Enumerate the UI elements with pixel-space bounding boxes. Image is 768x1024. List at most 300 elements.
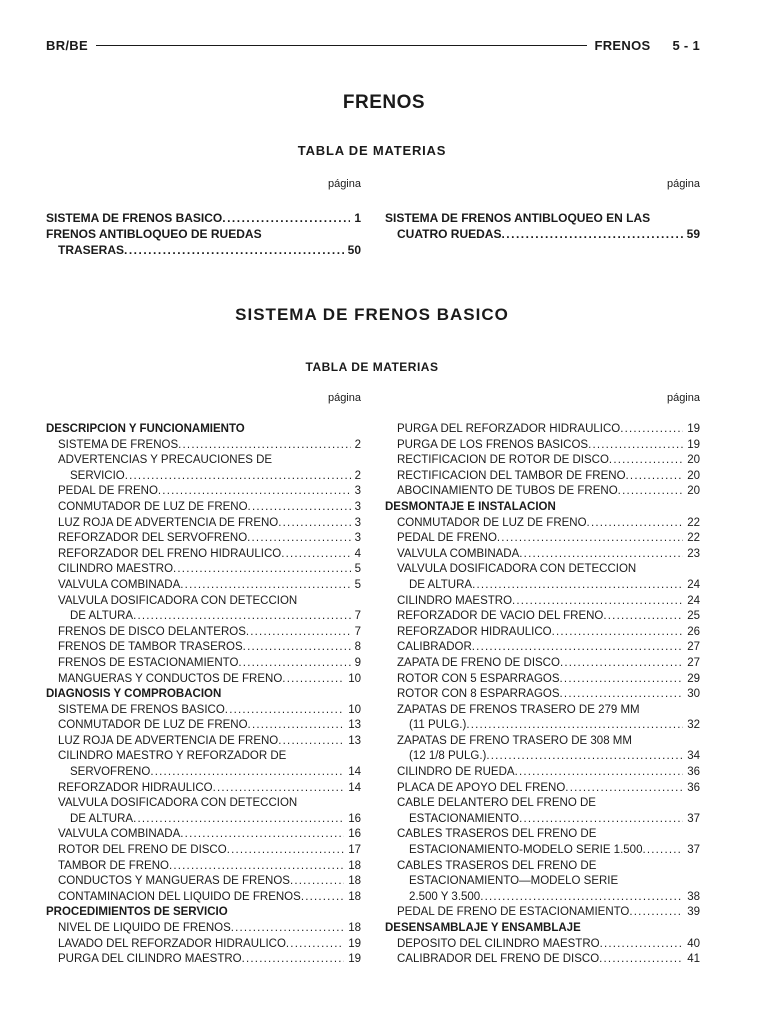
toc-entry-page: 3 (354, 532, 361, 545)
toc-entry-label: SISTEMA DE FRENOS (58, 438, 179, 451)
toc-entry-row (397, 625, 700, 641)
toc-entry-page: 24 (687, 578, 700, 591)
toc-entry (385, 422, 700, 438)
toc-entry-page: 9 (354, 656, 361, 669)
toc-leader-dots (278, 516, 350, 532)
toc-entry-page: 14 (348, 766, 361, 779)
toc-entry-label: FRENOS DE DISCO DELANTEROS (58, 625, 246, 638)
toc-entry (46, 625, 361, 641)
toc-leader-dots (609, 453, 683, 469)
toc-entry-label: DE ALTURA (409, 578, 473, 591)
toc-entry (385, 609, 700, 625)
toc-entry (385, 703, 700, 734)
toc-entry-page: 10 (348, 703, 361, 716)
toc-leader-dots (620, 422, 683, 438)
toc-leader-dots (246, 625, 351, 641)
toc-entry (385, 796, 700, 827)
toc-entry-page: 17 (348, 844, 361, 857)
toc-leader-dots (497, 531, 683, 547)
toc-entry-row (46, 210, 361, 226)
toc-leader-dots (169, 859, 344, 875)
toc-entry (46, 656, 361, 672)
toc-section-heading: DESCRIPCION Y FUNCIONAMIENTO (46, 423, 245, 435)
toc-entry-label: PEDAL DE FRENO (397, 532, 497, 545)
toc-entry (46, 952, 361, 968)
toc-entry (46, 827, 361, 843)
toc-entry (385, 516, 700, 532)
toc-entry-page: 14 (348, 781, 361, 794)
toc-leader-dots (278, 734, 344, 750)
toc-entry-row (397, 672, 700, 688)
toc-entry-label: CONMUTADOR DE LUZ DE FRENO (58, 719, 248, 732)
toc-entry-page: 36 (687, 781, 700, 794)
toc-entry-row (397, 718, 700, 734)
toc-entry-label: CALIBRADOR (397, 641, 472, 654)
header-left: BR/BE (46, 37, 88, 53)
toc-entry-label: REFORZADOR DE VACIO DEL FRENO (397, 610, 604, 623)
toc-entry-label: ZAPATAS DE FRENO TRASERO DE 308 MM (397, 734, 632, 747)
toc-entry (385, 453, 700, 469)
toc-entry-page: 38 (687, 890, 700, 903)
toc1-right-column (385, 210, 700, 242)
section-toc-title: TABLA DE MATERIAS (305, 360, 439, 374)
toc-leader-dots (290, 874, 344, 890)
toc-entry-row (397, 687, 700, 703)
toc-entry (46, 718, 361, 734)
toc-entry (385, 625, 700, 641)
toc-leader-dots (301, 890, 344, 906)
toc-entry-row (58, 921, 361, 937)
toc-entry-label: ESTACIONAMIENTO (409, 812, 520, 825)
toc-entry (46, 921, 361, 937)
toc-entry (46, 672, 361, 688)
toc-leader-dots (225, 703, 344, 719)
toc-leader-dots (180, 827, 344, 843)
toc-leader-dots (222, 210, 350, 226)
toc-entry-label: CUATRO RUEDAS (397, 227, 502, 241)
toc-entry-row (58, 859, 361, 875)
toc-entry (385, 859, 700, 906)
toc-entry-label: FRENOS DE TAMBOR TRASEROS (58, 641, 243, 654)
toc-leader-dots (158, 484, 351, 500)
toc-entry-label: CABLES TRASEROS DEL FRENO DE (397, 828, 597, 841)
toc-entry-label: VALVULA DOSIFICADORA CON DETECCION (397, 563, 637, 576)
toc-entry (385, 594, 700, 610)
toc-entry-row (58, 937, 361, 953)
toc-entry-label: SISTEMA DE FRENOS BASICO (46, 211, 223, 225)
toc-entry-label: CABLES TRASEROS DEL FRENO DE (397, 859, 597, 872)
toc-entry-page: 18 (348, 890, 361, 903)
toc-entry-page: 8 (354, 641, 361, 654)
toc-entry-page: 50 (347, 243, 361, 257)
toc-title: TABLA DE MATERIAS (297, 143, 447, 158)
toc-entry-label: SERVICIO (70, 469, 125, 482)
toc-entry-page: 4 (354, 547, 361, 560)
toc-section-heading: DIAGNOSIS Y COMPROBACION (46, 688, 222, 701)
toc-entry-row (58, 656, 361, 672)
toc-entry (385, 781, 700, 797)
toc-leader-dots (603, 609, 683, 625)
toc-leader-dots (618, 484, 684, 500)
toc-entry-page: 20 (687, 485, 700, 498)
toc-entry-label: 2.500 Y 3.500 (409, 890, 481, 903)
toc-entry-label: CONTAMINACION DEL LIQUIDO DE FRENOS (58, 890, 301, 903)
toc-entry-label: VALVULA DOSIFICADORA CON DETECCION (58, 594, 298, 607)
toc-entry-label: RECTIFICACION DE ROTOR DE DISCO (397, 454, 609, 467)
toc-entry (46, 547, 361, 563)
toc-leader-dots (512, 594, 683, 610)
toc-entry-page: 3 (354, 485, 361, 498)
toc2-left-page-label: página (327, 392, 361, 404)
toc-entry-label: ESTACIONAMIENTO-MODELO SERIE 1.500 (409, 844, 643, 857)
toc-entry-row (46, 242, 361, 258)
toc-leader-dots (133, 609, 351, 625)
toc-leader-dots (588, 438, 683, 454)
page-header (46, 37, 700, 53)
toc-entry-row (385, 226, 700, 242)
toc-leader-dots (472, 578, 683, 594)
toc-entry (46, 438, 361, 454)
toc-leader-dots (560, 656, 683, 672)
toc-entry-row (58, 469, 361, 485)
toc-entry (46, 500, 361, 516)
toc-entry-label: ABOCINAMIENTO DE TUBOS DE FRENO (397, 485, 618, 498)
toc-entry (385, 734, 700, 765)
toc-entry-row (58, 531, 361, 547)
toc-entry-row (58, 827, 361, 843)
toc-leader-dots (180, 578, 350, 594)
toc-entry-row (58, 874, 361, 890)
toc-entry-row (58, 609, 361, 625)
toc-entry-label: (12 1/8 PULG.) (409, 750, 487, 763)
toc-entry-page: 27 (687, 656, 700, 669)
toc-entry-row (58, 438, 361, 454)
toc-entry (385, 531, 700, 547)
toc-entry-row (58, 718, 361, 734)
toc-entry-label: VALVULA COMBINADA (58, 828, 181, 841)
toc-entry (46, 484, 361, 500)
toc-entry-page: 59 (686, 227, 700, 241)
toc-entry (46, 210, 361, 226)
toc-entry-row (397, 843, 700, 859)
toc-entry-label: CONDUCTOS Y MANGUERAS DE FRENOS (58, 875, 290, 888)
toc-entry (46, 859, 361, 875)
toc-entry-page: 41 (687, 953, 700, 966)
toc-entry-label: PURGA DE LOS FRENOS BASICOS (397, 438, 589, 451)
toc-entry (46, 594, 361, 625)
toc-entry-label: NIVEL DE LIQUIDO DE FRENOS (58, 922, 231, 934)
toc-entry (385, 210, 700, 242)
toc-entry-label: SERVOFRENO (70, 766, 151, 779)
toc-entry (385, 687, 700, 703)
toc-entry (385, 562, 700, 593)
toc-entry-row (397, 609, 700, 625)
toc-section-heading: PROCEDIMIENTOS DE SERVICIO (46, 906, 228, 919)
toc-leader-dots (178, 438, 350, 454)
toc-leader-dots (560, 687, 684, 703)
toc-entry-row (58, 734, 361, 750)
toc-entry-row (58, 578, 361, 594)
toc-entry-label: SISTEMA DE FRENOS BASICO (58, 703, 225, 716)
toc-entry-page: 19 (687, 423, 700, 435)
toc-entry (46, 516, 361, 532)
toc-entry-page: 20 (687, 469, 700, 482)
toc-entry-row (397, 438, 700, 454)
toc-entry-row (397, 952, 700, 968)
toc-leader-dots (519, 812, 683, 828)
toc-entry-page: 13 (348, 719, 361, 732)
header-rule (96, 45, 587, 46)
toc-entry-page: 1 (354, 211, 361, 225)
toc-entry-row (397, 547, 700, 563)
toc-entry-label: ZAPATA DE FRENO DE DISCO (397, 656, 560, 669)
toc-entry (46, 937, 361, 953)
toc-entry-page: 18 (348, 875, 361, 888)
toc-entry-label: VALVULA COMBINADA (397, 547, 520, 560)
header-page-number: 5 - 1 (672, 37, 700, 53)
toc-entry-page: 37 (687, 844, 700, 857)
toc-entry-page: 27 (687, 641, 700, 654)
toc-entry-label: CONMUTADOR DE LUZ DE FRENO (397, 516, 587, 529)
toc-entry-label: DE ALTURA (70, 812, 134, 825)
toc-leader-dots (565, 781, 683, 797)
toc-entry-label: CALIBRADOR DEL FRENO DE DISCO (397, 953, 600, 966)
toc-leader-dots (599, 952, 683, 968)
toc-entry-page: 39 (687, 906, 700, 919)
toc-entry-label: VALVULA COMBINADA (58, 578, 181, 591)
toc-entry-label: REFORZADOR DEL SERVOFRENO (58, 532, 248, 545)
toc-entry-label: MANGUERAS Y CONDUCTOS DE FRENO (58, 672, 283, 685)
toc-entry-row (397, 578, 700, 594)
toc-leader-dots (238, 656, 350, 672)
toc-entry-label: ROTOR CON 5 ESPARRAGOS (397, 672, 560, 685)
toc-entry-label: VALVULA DOSIFICADORA CON DETECCION (58, 797, 298, 810)
toc-entry (46, 562, 361, 578)
toc-entry-label: CONMUTADOR DE LUZ DE FRENO (58, 500, 248, 513)
toc-entry-label: CABLE DELANTERO DEL FRENO DE (397, 797, 596, 810)
toc-entry-page: 16 (348, 812, 361, 825)
toc-entry (385, 484, 700, 500)
toc-entry-row (397, 656, 700, 672)
toc-entry-page: 13 (348, 734, 361, 747)
toc-entry-row (58, 672, 361, 688)
toc-leader-dots (243, 640, 351, 656)
toc-entry-label: FRENOS ANTIBLOQUEO DE RUEDAS (46, 227, 262, 241)
toc-entry-page: 29 (687, 672, 700, 685)
page-title: FRENOS (342, 92, 426, 113)
toc-entry-label: ROTOR DEL FRENO DE DISCO (58, 844, 227, 857)
toc-entry (385, 640, 700, 656)
toc-entry-label: DEPOSITO DEL CILINDRO MAESTRO (397, 937, 600, 950)
toc-leader-dots (286, 937, 344, 953)
toc-entry-page: 36 (687, 766, 700, 779)
toc-leader-dots (515, 765, 684, 781)
toc-entry-row (397, 469, 700, 485)
toc-leader-dots (248, 718, 345, 734)
toc-entry-page: 3 (354, 500, 361, 513)
toc-entry (385, 952, 700, 968)
toc-entry-page: 5 (354, 578, 361, 591)
toc-entry (46, 890, 361, 906)
toc-entry-page: 37 (687, 812, 700, 825)
toc-entry-page: 23 (687, 547, 700, 560)
toc-entry-label: ROTOR CON 8 ESPARRAGOS (397, 688, 560, 701)
toc-entry-page: 25 (687, 610, 700, 623)
section-title: SISTEMA DE FRENOS BASICO (235, 305, 509, 324)
toc-entry-row (58, 781, 361, 797)
toc-entry-label: LAVADO DEL REFORZADOR HIDRAULICO (58, 937, 286, 950)
toc-entry-page: 5 (354, 563, 361, 576)
toc2-right-column (385, 422, 700, 968)
toc-entry-row (58, 500, 361, 516)
toc-entry-row (397, 749, 700, 765)
toc-section-heading: DESMONTAJE E INSTALACION (385, 500, 556, 513)
toc-entry (385, 672, 700, 688)
toc-leader-dots (213, 781, 345, 797)
toc-entry-label: SISTEMA DE FRENOS ANTIBLOQUEO EN LAS (385, 211, 651, 225)
toc-leader-dots (600, 937, 684, 953)
toc-entry-page: 22 (687, 516, 700, 529)
toc-entry (46, 749, 361, 780)
toc-entry-label: ADVERTENCIAS Y PRECAUCIONES DE (58, 454, 273, 467)
toc-leader-dots (242, 952, 345, 968)
toc-entry-row (58, 843, 361, 859)
toc-entry-label: CILINDRO MAESTRO (58, 563, 174, 576)
toc-entry-row (397, 594, 700, 610)
toc-entry-page: 26 (687, 625, 700, 638)
toc-leader-dots (642, 843, 683, 859)
toc-entry-row (397, 422, 700, 438)
toc-entry-page: 19 (687, 438, 700, 451)
toc-entry (385, 765, 700, 781)
toc-entry-row (397, 516, 700, 532)
toc-entry (46, 578, 361, 594)
header-right: FRENOS (594, 37, 651, 53)
toc-entry-row (397, 781, 700, 797)
toc-entry-label: REFORZADOR HIDRAULICO (397, 625, 552, 638)
toc-entry (46, 734, 361, 750)
toc-entry-label: FRENOS DE ESTACIONAMIENTO (58, 656, 239, 669)
toc-entry (46, 843, 361, 859)
toc-entry-page: 19 (348, 937, 361, 950)
toc-entry-page: 18 (348, 922, 361, 934)
toc-leader-dots (519, 547, 683, 563)
toc-leader-dots (282, 672, 344, 688)
toc-entry-page: 20 (687, 454, 700, 467)
toc-entry-row (58, 484, 361, 500)
toc-entry (385, 469, 700, 485)
toc-entry-label: LUZ ROJA DE ADVERTENCIA DE FRENO (58, 516, 279, 529)
toc-entry-label: ZAPATAS DE FRENOS TRASERO DE 279 MM (397, 703, 640, 716)
toc-entry-row (58, 890, 361, 906)
toc-entry-label: LUZ ROJA DE ADVERTENCIA DE FRENO (58, 734, 279, 747)
toc-leader-dots (150, 765, 344, 781)
toc-entry-row (397, 812, 700, 828)
toc-entry-row (397, 905, 700, 921)
toc-entry (385, 905, 700, 921)
toc-leader-dots (248, 500, 351, 516)
toc-leader-dots (281, 547, 350, 563)
toc-leader-dots (247, 531, 350, 547)
toc-leader-dots (587, 516, 684, 532)
toc-entry-page: 16 (348, 828, 361, 841)
toc-entry (46, 796, 361, 827)
toc-entry-row (397, 453, 700, 469)
toc-entry-page: 18 (348, 859, 361, 872)
toc-entry-page: 3 (354, 516, 361, 529)
toc-leader-dots (173, 562, 351, 578)
toc-entry-label: PEDAL DE FRENO (58, 485, 158, 498)
toc-entry-label: REFORZADOR HIDRAULICO (58, 781, 213, 794)
toc-entry (385, 827, 700, 858)
toc-entry-row (58, 547, 361, 563)
toc-entry-page: 32 (687, 719, 700, 732)
toc-entry-page: 7 (354, 610, 361, 623)
toc-entry-row (397, 640, 700, 656)
toc-leader-dots (560, 672, 684, 688)
toc-leader-dots (231, 921, 344, 937)
toc-leader-dots (486, 749, 683, 765)
toc-entry (46, 874, 361, 890)
toc-entry-row (58, 640, 361, 656)
toc-entry (46, 453, 361, 484)
toc1-left-column (46, 210, 361, 258)
toc-leader-dots (124, 242, 344, 258)
toc-entry-page: 34 (687, 750, 700, 763)
toc-entry (46, 640, 361, 656)
toc-entry-row (58, 812, 361, 828)
toc-entry-page: 7 (354, 625, 361, 638)
toc-leader-dots (227, 843, 345, 859)
toc-entry-label: PEDAL DE FRENO DE ESTACIONAMIENTO (397, 906, 630, 919)
toc-entry-page: 22 (687, 532, 700, 545)
toc-entry (46, 531, 361, 547)
toc-entry-row (397, 765, 700, 781)
toc-leader-dots (125, 469, 351, 485)
toc-entry-page: 40 (687, 937, 700, 950)
toc-entry-label: CILINDRO MAESTRO Y REFORZADOR DE (58, 750, 287, 763)
toc-entry-row (58, 562, 361, 578)
toc-leader-dots (466, 718, 683, 734)
toc-entry (385, 937, 700, 953)
toc-entry-label: PURGA DEL CILINDRO MAESTRO (58, 953, 242, 966)
toc2-left-column (46, 422, 361, 968)
toc-entry-page: 24 (687, 594, 700, 607)
toc-entry (385, 547, 700, 563)
toc-leader-dots (626, 469, 684, 485)
toc-entry (46, 781, 361, 797)
toc-entry-page: 2 (354, 438, 361, 451)
toc-leader-dots (501, 226, 682, 242)
toc-leader-dots (472, 640, 683, 656)
toc-entry-row (397, 937, 700, 953)
toc-entry-label: PURGA DEL REFORZADOR HIDRAULICO (397, 423, 621, 435)
toc-entry (385, 438, 700, 454)
toc2-right-page-label: página (666, 392, 700, 404)
toc-entry-page: 10 (348, 672, 361, 685)
toc-entry-label: TAMBOR DE FRENO (58, 859, 169, 872)
toc-entry-row (58, 516, 361, 532)
toc-entry (46, 703, 361, 719)
toc-entry-page: 30 (687, 688, 700, 701)
toc1-right-page-label: página (666, 178, 700, 190)
toc-entry (46, 226, 361, 258)
toc-entry-label-cont: ESTACIONAMIENTO—MODELO SERIE (409, 875, 619, 888)
toc-entry-label: CILINDRO MAESTRO (397, 594, 513, 607)
toc-leader-dots (629, 905, 683, 921)
toc-entry-label: PLACA DE APOYO DEL FRENO (397, 781, 566, 794)
toc-entry-label: DE ALTURA (70, 610, 134, 623)
